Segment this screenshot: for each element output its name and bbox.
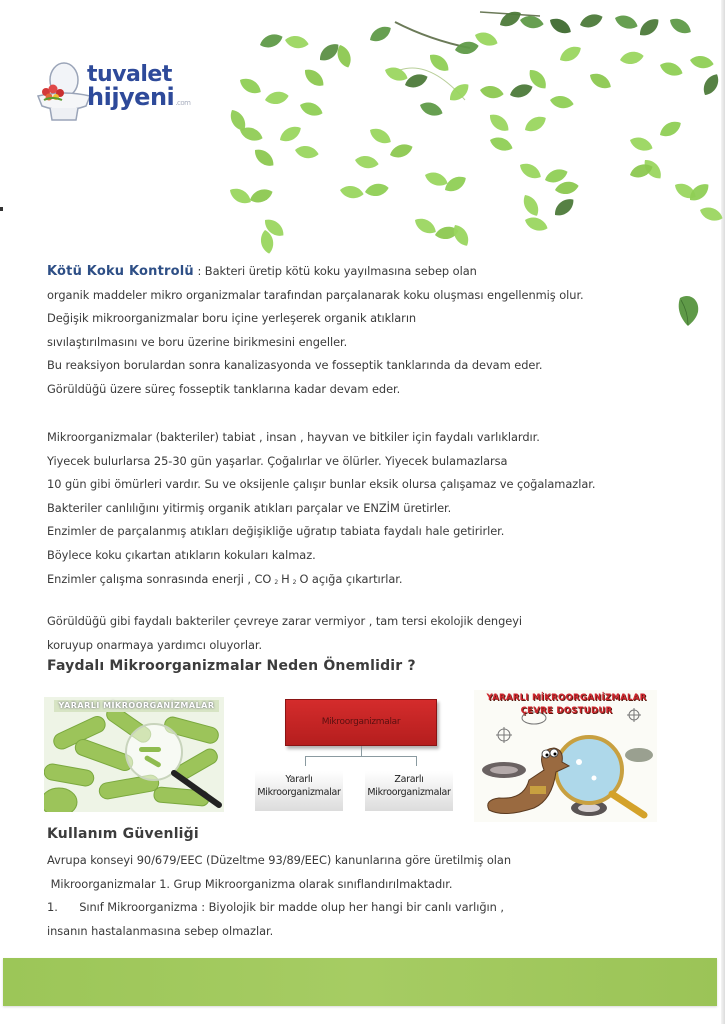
ecology-section (47, 610, 522, 657)
diagram-node-beneficial-line2: Mikroorganizmalar (257, 787, 341, 798)
leaf-shape (364, 182, 390, 198)
leaf-shape (636, 15, 662, 40)
odor-control-line: Değişik mikroorganizmalar boru içine yerleşerek organik atıkların (47, 311, 417, 326)
leaf-shape (658, 59, 685, 78)
leaf-shape (517, 160, 544, 182)
microorganisms-section (47, 426, 595, 591)
eco-image-title-line1: YARARLI MİKROORGANİZMALAR (486, 693, 647, 703)
chem-text-middle: H (281, 571, 290, 586)
odor-control-line: sıvılaştırılmasını ve boru üzerine birikmesini engeller. (47, 334, 348, 349)
leaf-shape (587, 70, 614, 92)
chem-text-before: Enzimler çalışma sonrasında enerji , CO (47, 571, 272, 586)
leaf-shape (519, 14, 545, 30)
leaf-shape (383, 64, 410, 83)
diagram-connector (361, 746, 362, 756)
odor-control-line: Görüldüğü üzere süreç fosseptik tanklarına kadar devam eder. (47, 381, 401, 396)
leaf-shape (508, 81, 535, 100)
bacteria-image-banner: YARARLI MİKROORGANİZMALAR (54, 700, 219, 712)
odor-control-section (47, 260, 584, 402)
beneficial-bacteria-image (44, 697, 224, 812)
ecology-line: Görüldüğü gibi faydalı bakteriler çevreye zarar vermiyor , tam tersi ekolojik dengeyi (47, 614, 523, 628)
bacteria-magnifier-illustration (44, 697, 224, 812)
microorganisms-line: Enzimler de parçalanmış atıkları değişikliğe uğratıp tabiata faydalı hale getirirler. (47, 524, 505, 539)
leaf-shape (613, 12, 640, 31)
microorganisms-line-chemistry (47, 568, 595, 592)
co2-subscript: 2 (274, 578, 279, 586)
microorganisms-line: Yiyecek bulurlarsa 25-30 gün yaşarlar. Çoğalırlar ve ölürler. Yiyecek bulamazlarsa (47, 453, 508, 468)
odor-control-line: organik maddeler mikro organizmalar tarafından parçalanarak koku oluşması engellenmiş olur. (47, 287, 584, 302)
leaf-shape (294, 144, 320, 160)
leaf-shape (488, 134, 515, 153)
leaf-shape (657, 118, 684, 140)
usage-safety-line: Avrupa konseyi 90/679/EEC (Düzeltme 93/89/EEC) kanunlarına göre üretilmiş olan (47, 853, 511, 867)
why-important-heading: Faydalı Mikroorganizmalar Neden Önemlidir ? (47, 658, 416, 674)
leaf-shape (423, 169, 450, 188)
diagram-node-harmful-line1: Zararlı (394, 774, 424, 785)
falling-leaf-icon (676, 292, 702, 326)
leaf-shape (426, 50, 452, 75)
leaf-shape (547, 15, 574, 37)
usage-safety-section (47, 849, 511, 943)
leaves-decoration (220, 0, 725, 260)
leaf-shape (301, 65, 327, 90)
leaf-shape (689, 54, 715, 70)
leaf-shape (523, 214, 550, 233)
leaf-shape (284, 34, 310, 50)
brand-logo (34, 62, 194, 126)
microorganism-classification-diagram (255, 693, 465, 813)
odor-control-line: Bu reaksiyon borulardan sonra kanalizasyonda ve fosseptik tanklarında da devam eder. (47, 358, 543, 373)
leaf-shape (418, 99, 445, 118)
leaf-shape (354, 154, 380, 170)
leaf-shape (700, 71, 722, 98)
brand-name-line2 (87, 83, 191, 114)
diagram-connector (305, 756, 417, 757)
microorganisms-line: Bakteriler canlılığını yitirmiş organik atıkları parçalar ve ENZİM üretirler. (47, 500, 452, 515)
h2o-subscript: 2 (292, 578, 297, 586)
leaf-shape (549, 94, 575, 110)
leaf-shape (520, 192, 542, 219)
leaf-shape (486, 110, 512, 135)
leaf-shape (667, 15, 694, 37)
diagram-connector (416, 756, 417, 766)
diagram-connector (305, 756, 306, 766)
diagram-node-harmful (365, 771, 453, 811)
odor-control-text: : Bakteri üretip kötü koku yayılmasına sebep olan (193, 264, 477, 278)
leaf-shape (446, 80, 472, 105)
leaf-shape (698, 204, 725, 223)
leaf-shape (237, 75, 264, 97)
leaf-shape (522, 113, 549, 135)
leaf-shape (277, 123, 304, 145)
leaf-shape (628, 134, 655, 153)
leaf-shape (367, 23, 394, 45)
leaf-shape (258, 31, 285, 50)
leaf-shape (554, 180, 580, 196)
leaf-shape (227, 185, 254, 207)
leaf-shape (557, 43, 584, 65)
diagram-node-beneficial (255, 771, 343, 811)
eco-image-title-line2: ÇEVRE DOSTUDUR (520, 706, 613, 716)
footer-green-band (3, 958, 717, 1006)
odor-control-line (47, 260, 584, 284)
usage-safety-heading: Kullanım Güvenliği (47, 826, 199, 842)
leaf-shape (403, 71, 430, 90)
diagram-node-harmful-line2: Mikroorganizmalar (367, 787, 451, 798)
leaf-shape (264, 90, 290, 106)
leaf-shape (619, 50, 645, 66)
microorganisms-line: 10 gün gibi ömürleri vardır. Su ve oksijenle çalışır bunlar eksik olursa çalışamaz ve çoğalamazlar. (47, 477, 596, 492)
brand-name-line2-text: hijyeni (87, 83, 175, 111)
leaf-shape (454, 40, 480, 56)
leaf-shape (388, 141, 415, 160)
leaf-shape (479, 84, 505, 100)
usage-safety-line: Mikroorganizmalar 1. Grup Mikroorganizma olarak sınıflandırılmaktadır. (47, 876, 453, 891)
leaf-shape (497, 8, 524, 30)
eco-friendly-microorganisms-image (474, 690, 657, 822)
diagram-node-beneficial-line1: Yararlı (285, 774, 313, 785)
brand-name-line1: tuvalet (87, 62, 172, 87)
odor-control-heading: Kötü Koku Kontrolü (47, 264, 194, 279)
microorganisms-line: Mikroorganizmalar (bakteriler) tabiat , insan , hayvan ve bitkiler için faydalı varlıklardır. (47, 430, 540, 444)
leaf-shape (298, 99, 325, 118)
leaf-shape (551, 195, 577, 220)
usage-safety-line: 1. Sınıf Mikroorganizma : Biyolojik bir madde olup her hangi bir canlı varlığın , (47, 900, 504, 915)
leaf-shape (251, 145, 277, 170)
chem-text-after: O açığa çıkartırlar. (299, 571, 403, 586)
leaf-shape (367, 125, 394, 147)
toilet-flowers-icon (34, 62, 94, 124)
leaf-shape (578, 11, 605, 30)
scan-mark (0, 207, 3, 211)
usage-safety-line: insanın hastalanmasına sebep olmazlar. (47, 923, 274, 938)
diagram-root-node: Mikroorganizmalar (285, 699, 437, 746)
microorganisms-line: Böylece koku çıkartan atıkların kokuları kalmaz. (47, 547, 316, 562)
leaf-shape (248, 186, 275, 205)
brand-domain-suffix: .com (175, 99, 191, 107)
brand-wordmark (87, 64, 190, 114)
leaf-shape (339, 184, 365, 200)
leaf-shape (412, 215, 439, 237)
ecology-line: koruyup onarmaya yardımcı oluyorlar. (47, 637, 263, 652)
